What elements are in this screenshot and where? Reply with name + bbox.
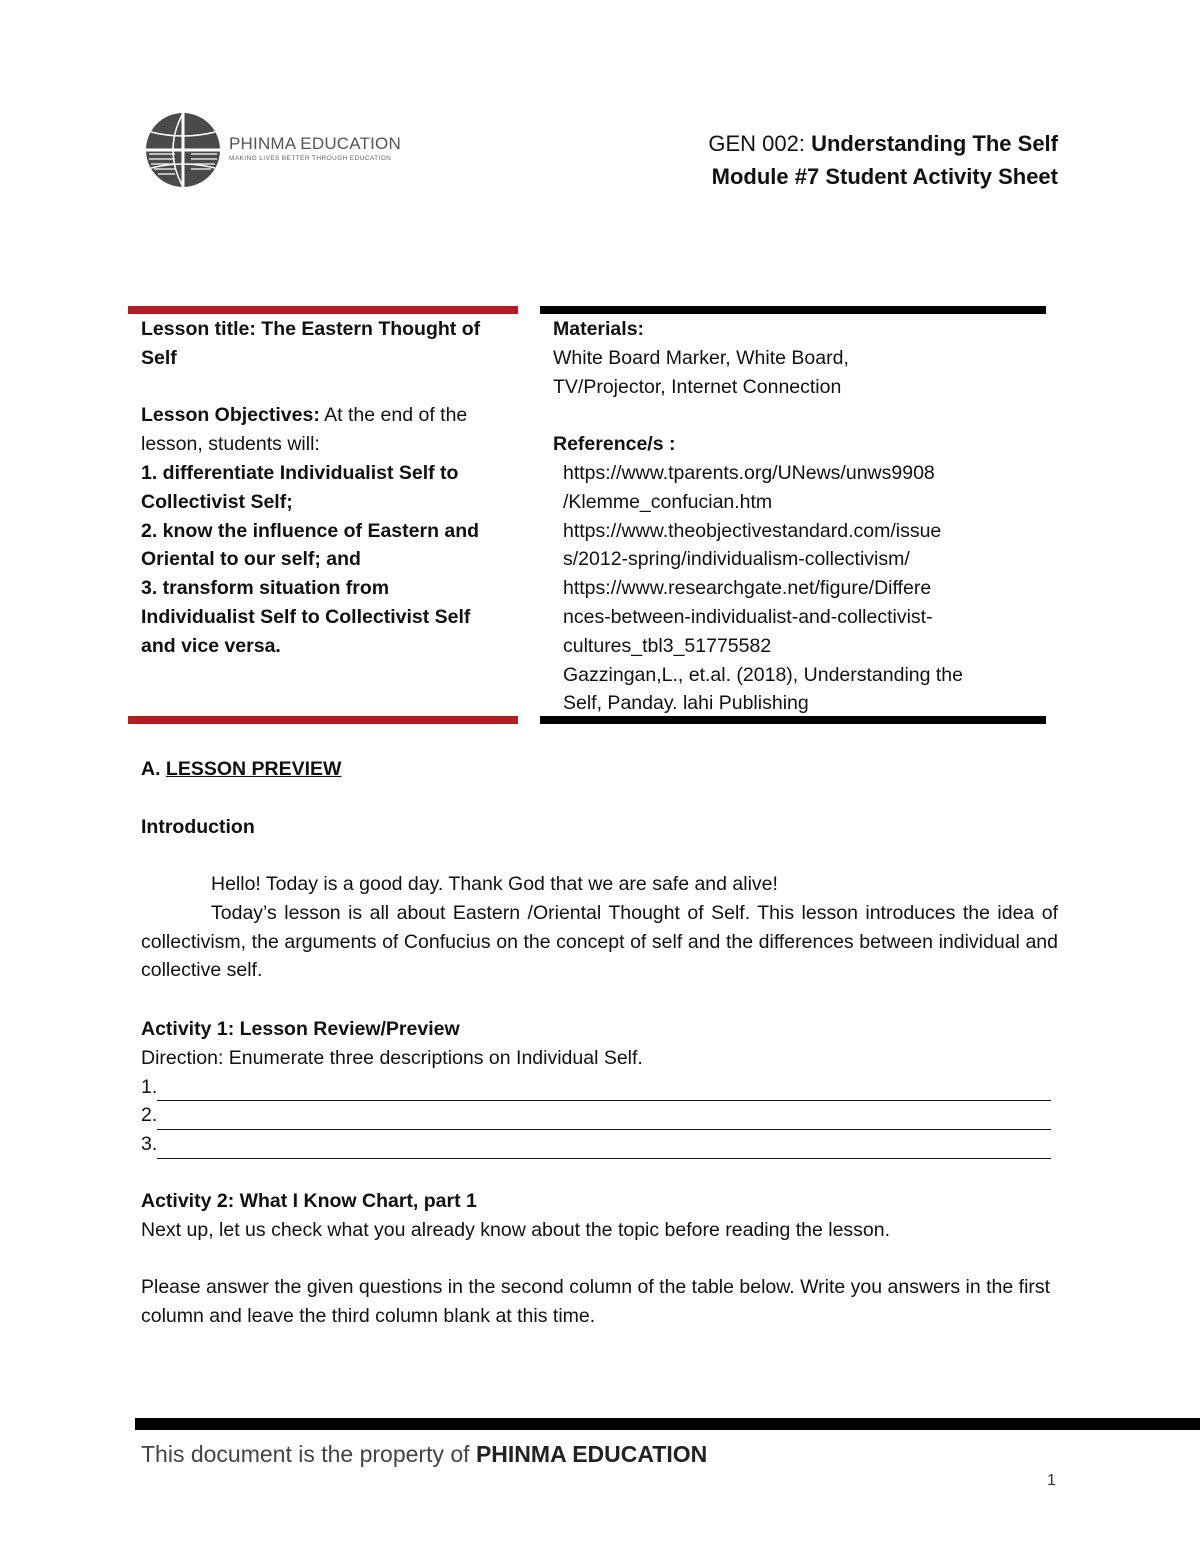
introduction-heading: Introduction <box>141 816 255 838</box>
answer-line-2[interactable] <box>141 1101 1058 1130</box>
lesson-title-value-2: Self <box>141 346 177 369</box>
divider-right-top <box>540 306 1046 314</box>
section-title: LESSON PREVIEW <box>165 758 342 780</box>
objective-line: 2. know the influence of Eastern and <box>141 519 480 542</box>
intro-paragraph: Today’s lesson is all about Eastern /Oriental Thought of Self. This lesson introduces the idea of collectivism, the arguments of Confucius on the concept of self and the differences between individual and collective self. <box>141 901 1058 982</box>
footer-notice <box>141 1441 707 1468</box>
objectives-intro-1: At the end of the <box>324 404 468 427</box>
answer-blank[interactable] <box>157 1107 1051 1130</box>
objective-line: Collectivist Self; <box>141 490 293 513</box>
reference-line: nces-between-individualist-and-collectivist- <box>563 605 933 628</box>
lesson-title-line <box>141 315 511 344</box>
materials-panel <box>553 315 1023 718</box>
answer-blank[interactable] <box>157 1078 1051 1101</box>
lesson-title-value: The Eastern Thought of <box>261 318 481 340</box>
activity-2 <box>141 1187 1058 1331</box>
reference-line: cultures_tbl3_51775582 <box>563 634 772 657</box>
lesson-title-label: Lesson title: <box>141 318 256 340</box>
activity-2-line-1: Next up, let us check what you already know about the topic before reading the lesson. <box>141 1218 891 1241</box>
answer-number: 2. <box>141 1104 158 1127</box>
reference-line: s/2012-spring/individualism-collectivism/ <box>563 548 910 571</box>
reference-line: Gazzingan,L., et.al. (2018), Understanding the <box>563 663 963 686</box>
reference-line: https://www.researchgate.net/figure/Differe <box>563 577 932 600</box>
reference-line: https://www.tparents.org/UNews/unws9908 <box>563 461 935 484</box>
objective-line: Individualist Self to Collectivist Self <box>141 605 471 628</box>
logo-tagline: MAKING LIVES BETTER THROUGH EDUCATION <box>229 155 392 162</box>
objectives-intro-2: lesson, students will: <box>141 433 320 456</box>
materials-label: Materials: <box>553 318 645 340</box>
globe-logo-icon <box>145 110 235 190</box>
module-title: Module #7 Student Activity Sheet <box>711 164 1058 189</box>
answer-number: 3. <box>141 1133 158 1156</box>
objectives-label: Lesson Objectives: <box>141 404 320 427</box>
reference-line: /Klemme_confucian.htm <box>563 490 773 513</box>
footer-bar <box>135 1418 1200 1430</box>
logo-wordmark: PHINMA EDUCATION <box>229 134 401 153</box>
references-label: Reference/s : <box>553 433 676 456</box>
activity-1-direction: Direction: Enumerate three descriptions on Individual Self. <box>141 1046 643 1069</box>
objective-line: 1. differentiate Individualist Self to <box>141 461 459 484</box>
materials-line: White Board Marker, White Board, <box>553 346 849 369</box>
section-prefix: A. <box>141 758 161 780</box>
activity-2-line-2: Please answer the given questions in the second column of the table below. Write you answers in the first column and leave the third column blank at this time. <box>141 1276 1051 1328</box>
divider-left-bottom <box>128 716 518 724</box>
activity-2-heading: Activity 2: What I Know Chart, part 1 <box>141 1190 477 1212</box>
answer-line-3[interactable] <box>141 1130 1058 1159</box>
page-number: 1 <box>1047 1472 1056 1489</box>
course-name: Understanding The Self <box>811 131 1058 156</box>
answer-line-1[interactable] <box>141 1073 1058 1102</box>
reference-line: Self, Panday. lahi Publishing <box>563 692 809 715</box>
activity-1-heading: Activity 1: Lesson Review/Preview <box>141 1018 460 1040</box>
footer-text: This document is the property of <box>141 1441 470 1467</box>
divider-left-top <box>128 306 518 314</box>
reference-line: https://www.theobjectivestandard.com/issue <box>563 519 942 542</box>
footer-owner: PHINMA EDUCATION <box>475 1441 708 1467</box>
section-heading <box>141 755 341 784</box>
course-code: GEN 002: <box>708 131 805 156</box>
introduction-body <box>141 870 1058 985</box>
intro-paragraph: Hello! Today is a good day. Thank God that we are safe and alive! <box>211 873 778 895</box>
materials-line: TV/Projector, Internet Connection <box>553 375 842 398</box>
objective-line: Oriental to our self; and <box>141 548 361 571</box>
objectives-line <box>141 401 511 430</box>
activity-1 <box>141 1015 1058 1159</box>
objective-line: 3. transform situation from <box>141 577 390 600</box>
lesson-info-panel <box>141 315 511 661</box>
course-title <box>708 131 1058 157</box>
answer-number: 1. <box>141 1075 158 1098</box>
answer-blank[interactable] <box>157 1136 1051 1159</box>
objective-line: and vice versa. <box>141 634 281 657</box>
